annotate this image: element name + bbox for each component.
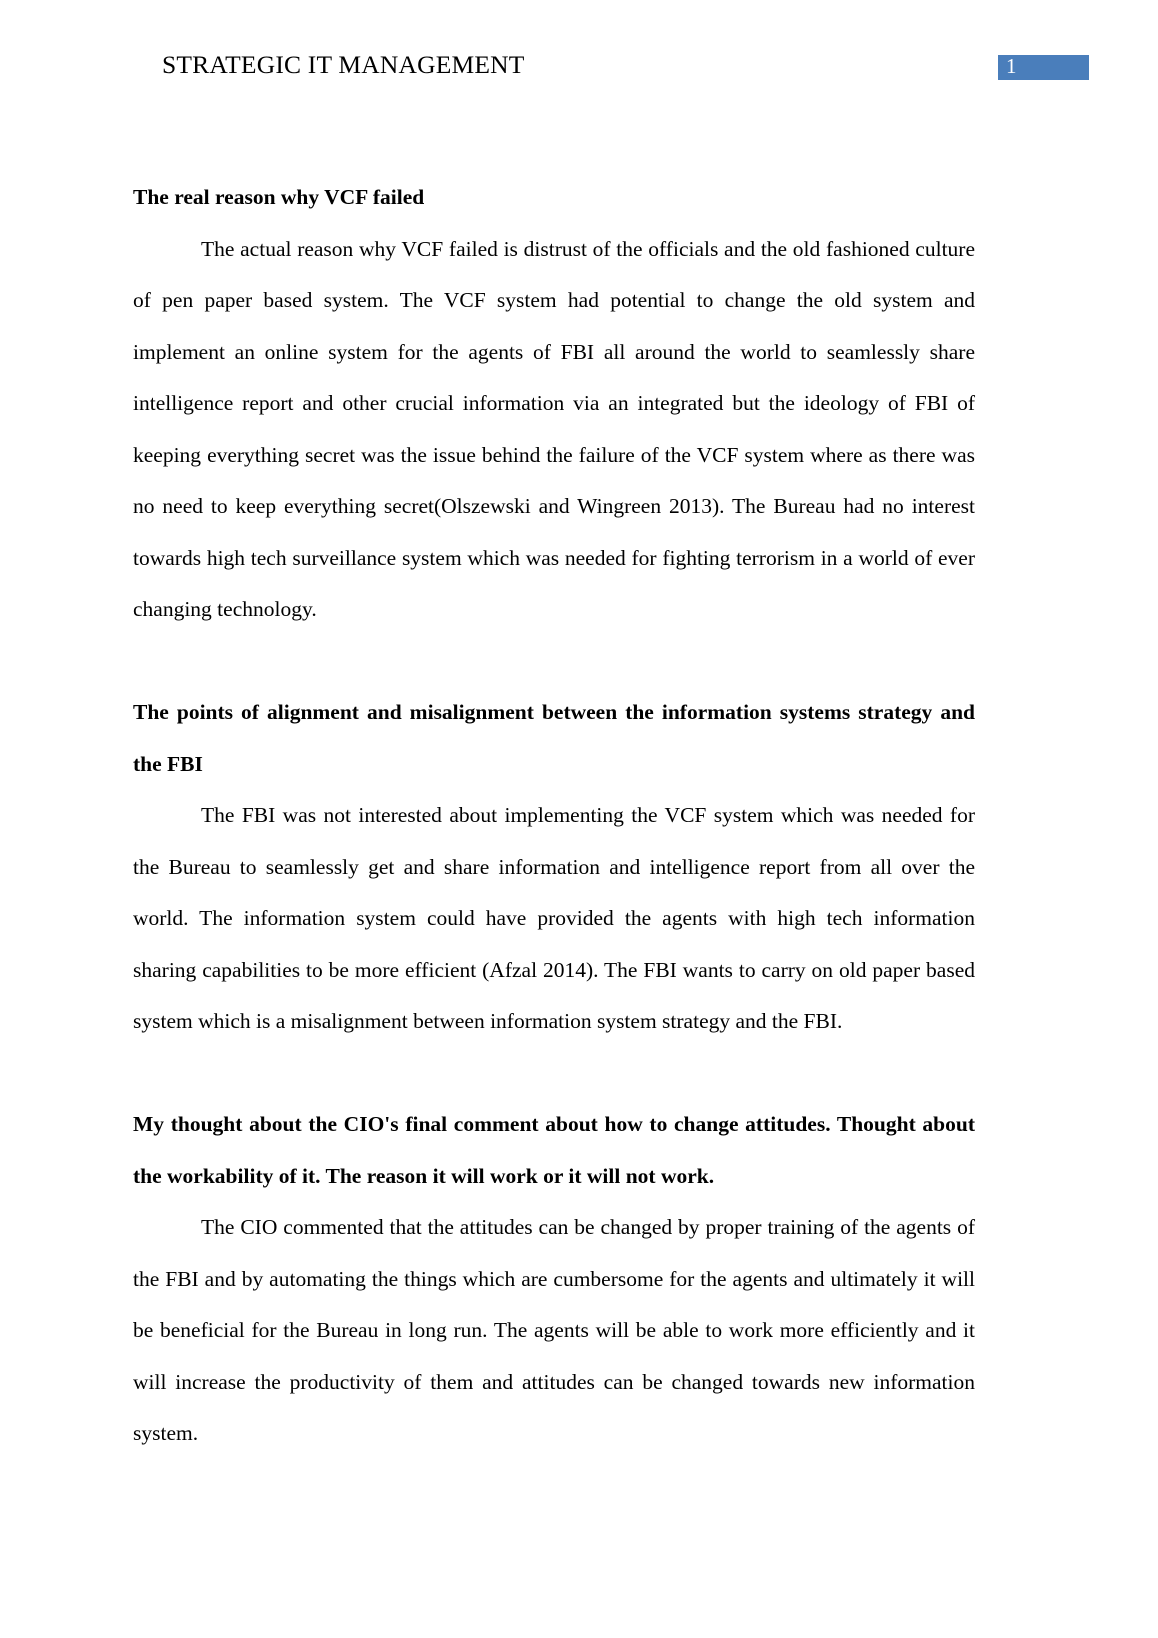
section-spacer-2 bbox=[133, 1048, 975, 1100]
section-paragraph-3: The CIO commented that the attitudes can be changed by proper training of the agents of the FBI and by automating the things which are cumbersome for the agents and ultimately it will be beneficial for the Bureau in long run. The agents will be able to work more efficiently and it will increase the productivity of them and attitudes can be changed towards new information system. bbox=[133, 1215, 975, 1445]
document-body bbox=[133, 172, 975, 1460]
section-paragraph-1: The actual reason why VCF failed is distrust of the officials and the old fashioned culture of pen paper based system. The VCF system had potential to change the old system and implement an online system for the agents of FBI all around the world to seamlessly share intelligence report and other crucial information via an integrated but the ideology of FBI of keeping everything secret was the issue behind the failure of the VCF system where as there was no need to keep everything secret(Olszewski and Wingreen 2013). The Bureau had no interest towards high tech surveillance system which was needed for fighting terrorism in a world of ever changing technology. bbox=[133, 236, 975, 621]
section-heading-3: My thought about the CIO's final comment about how to change attitudes. Thought about the workability of it. The reason it will work or it will not work. bbox=[133, 1112, 975, 1188]
section-heading-2: The points of alignment and misalignment between the information systems strategy and the FBI bbox=[133, 700, 975, 776]
section-spacer-1 bbox=[133, 636, 975, 688]
page-number-value: 1 bbox=[1006, 54, 1017, 78]
section-heading-1: The real reason why VCF failed bbox=[133, 185, 425, 209]
page-number-badge bbox=[998, 55, 1089, 80]
page-header bbox=[0, 48, 1158, 88]
section-paragraph-2: The FBI was not interested about implementing the VCF system which was needed for the Bureau to seamlessly get and share information and intelligence report from all over the world. The information system could have provided the agents with high tech information sharing capabilities to be more efficient (Afzal 2014). The FBI wants to carry on old paper based system which is a misalignment between information system strategy and the FBI. bbox=[133, 803, 975, 1033]
header-title: STRATEGIC IT MANAGEMENT bbox=[162, 50, 525, 79]
